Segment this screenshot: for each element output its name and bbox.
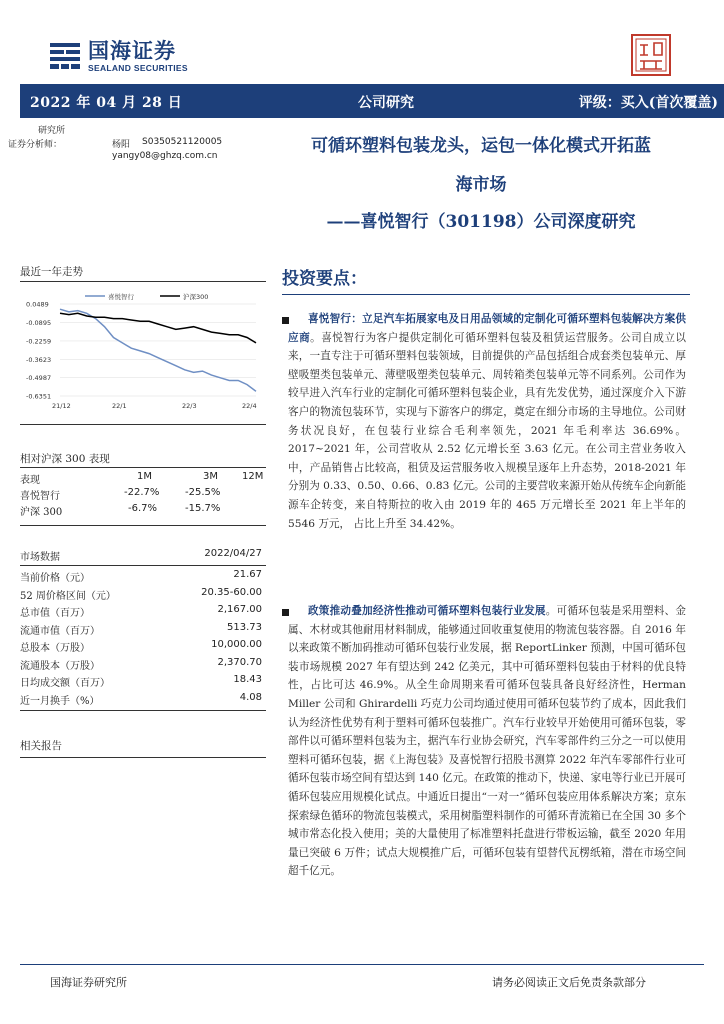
relative-table (20, 469, 266, 517)
table-row (20, 501, 266, 517)
market-rows (20, 567, 266, 707)
trend-bottom-rule (20, 424, 266, 425)
trend-label: 最近一年走势 (20, 266, 83, 278)
series-line-stock (60, 309, 256, 391)
section-heading: 投资要点： (282, 269, 367, 289)
market-row-value: 10,000.00 (211, 639, 262, 650)
market-label: 市场数据 (20, 552, 60, 563)
market-row-name: 总股本（万股） (20, 643, 90, 654)
market-row-value: 18.43 (233, 674, 262, 685)
market-row-value: 21.67 (233, 569, 262, 580)
table-row (20, 620, 266, 638)
series-line-index (60, 313, 256, 343)
paragraph-company (288, 310, 686, 533)
analyst-role: 证券分析师： (8, 140, 63, 150)
footer-left: 国海证券研究所 (50, 976, 127, 989)
market-row-value: 513.73 (227, 621, 262, 633)
report-subtitle: ——喜悦智行（301198）公司深度研究 (326, 212, 636, 232)
market-row-name: 流通股本（万股） (20, 660, 100, 672)
y-tick-label: -0.4987 (26, 374, 52, 383)
y-tick-label: -0.6351 (26, 392, 52, 401)
table-row (20, 672, 266, 690)
market-row-value: 2,167.00 (217, 604, 262, 615)
market-header-row (20, 546, 266, 562)
table-row (20, 690, 266, 708)
market-rule (20, 565, 266, 566)
table-row (20, 485, 266, 501)
footer-disclaimer: 请务必阅读正文后免责条款部分 (492, 976, 646, 989)
paragraph-policy (288, 602, 686, 881)
relative-header-3m: 3M (203, 471, 218, 482)
paragraph-company-lead: 喜悦智行：立足汽车拓展家电及日用品领域的定制化可循环塑料包装解决方案供应商 (288, 313, 686, 344)
y-tick-label: -0.2259 (26, 337, 52, 346)
paragraph-policy-text: 。可循环包装是采用塑料、金属、木材或其他耐用材料制成，能够通过回收重复使用的物流包装容器。自 2016 年以来政策不断加码推动可循环包装行业发展，据 ReportLinker 预测，中国可循环包装市场规模 2027 年有望达到 242 亿美元，其中可循环塑料包装由于材料的优良特性，占比可达 46.9%。从全生命周期来看可循环包装具备良好经济性，Herman Miller 公司和 Ghirardelli 巧克力公司均通过使用可循环包装节约了成本，因此我们认为经济性优势有利于塑料可循环包装推广。汽车行业较早开始使用可循环包装，零部件以可循环塑料包装为主，据汽车行业协会研究，汽车零部件约三分之一可以使用塑料可循环包装，据《上海包装》及喜悦智行招股书测算 2022 年汽车零部件行业可循环包装市场空间有望达到 140 亿元。在政策的推动下，快递、家电等行业已开展可循环包装应用规模化试点。中通近日提出“一对一”循环包装应用体系解决方案；京东探索绿色循环的物流包装模式，采用树脂塑料制作的可循环青流箱已在全国 30 多个城市常态化投入使用；美的大量使用了标准塑料托盘进行带板运输，截至 2020 年用量已突破 6 万件；试点大规模推广后，可循环包装有望替代瓦楞纸箱，潜在市场空间超千亿元。 (288, 605, 686, 878)
header-banner (20, 84, 724, 118)
brand-name-cn: 国海证券 (88, 38, 176, 63)
relative-row-name: 喜悦智行 (20, 491, 60, 502)
related-label: 相关报告 (20, 740, 62, 752)
report-type: 公司研究 (358, 95, 414, 111)
table-row (20, 602, 266, 620)
dept-label: 研究所 (38, 126, 66, 136)
trend-chart (20, 286, 266, 414)
brand-logo (48, 36, 208, 76)
y-tick-label: -0.3623 (26, 355, 52, 364)
market-row-value: 2,370.70 (217, 656, 262, 668)
relative-row-1m: -22.7% (124, 487, 160, 498)
market-bottom-rule (20, 710, 266, 711)
x-tick-label: 22/3 (182, 402, 197, 410)
market-table (20, 546, 266, 562)
relative-header-1m: 1M (137, 471, 152, 482)
relative-row-name: 沪深 300 (20, 507, 63, 518)
heading-rule (282, 294, 690, 295)
paragraph-company-text: 。喜悦智行为客户提供定制化可循环塑料包装及租赁运营服务。公司自成立以来，一直专注于可循环塑料包装领域，目前提供的产品包括组合成套类包装单元、厚壁吸塑类包装单元、薄壁吸塑类包装单元、周转箱类包装单元等不同系列。公司作为较早进入汽车行业的定制化可循环塑料包装企业，具有先发优势，通过深度介入下游客户的物流包装环节，实现与下游客户的绑定，奠定在细分市场的主导地位。公司财务状况良好，在包装行业综合毛利率领先，2021 年毛利率达 36.69%。2017~2021 年，公司营收从 2.52 亿元增长至 3.63 亿元。在公司主营业务收入中，产品销售占比较高，租赁及运营服务收入规模呈逐年上升态势，2018-2021 年分别为 0.33、0.50、0.66、0.83 亿元。公司的主要营收来源开始从传统车企向新能源车企转变，来自特斯拉的收入由 2019 年的 465 万元增长至 2021 年上半年的 5546 万元， 占比上升至 34.42%。 (288, 331, 687, 530)
report-title-line1: 可循环塑料包装龙头，运包一体化模式开拓蓝 (311, 136, 651, 156)
market-row-name: 流通市值（百万） (20, 625, 100, 637)
research-institute-stamp-icon (630, 33, 672, 77)
market-row-name: 近一月换手（%） (20, 695, 100, 707)
table-row (20, 567, 266, 585)
relative-row-3m: -25.5% (185, 487, 221, 498)
relative-header-row (20, 469, 266, 485)
x-tick-label: 22/1 (112, 402, 127, 410)
relative-rule (20, 467, 266, 468)
x-tick-label: 22/4 (242, 402, 257, 410)
market-row-name: 当前价格（元） (20, 573, 90, 584)
sealand-logo-icon (48, 39, 82, 73)
legend-label-index: 沪深300 (183, 293, 209, 301)
paragraph-policy-lead: 政策推动叠加经济性推动可循环塑料包装行业发展 (308, 605, 546, 617)
table-row (20, 585, 266, 603)
report-date: 2022 年 04 月 28 日 (30, 95, 183, 111)
trend-rule (20, 281, 266, 282)
analyst-email[interactable]: yangy08@ghzq.com.cn (112, 151, 218, 161)
related-rule (20, 757, 266, 758)
x-tick-label: 21/12 (52, 402, 71, 410)
market-row-value: 20.35-60.00 (201, 586, 262, 598)
footer-rule (20, 964, 704, 965)
y-tick-label: -0.0895 (26, 319, 52, 328)
relative-header-name: 表现 (20, 475, 40, 486)
relative-bottom-rule (20, 525, 266, 526)
analyst-name: 杨阳 (112, 140, 131, 150)
market-date: 2022/04/27 (204, 548, 262, 559)
market-row-name: 日均成交额（百万） (20, 678, 110, 689)
report-rating: 评级：买入(首次覆盖) (578, 95, 718, 111)
relative-header-12m: 12M (242, 471, 264, 482)
analyst-license: S0350521120005 (142, 137, 223, 147)
relative-row-1m: -6.7% (128, 503, 158, 514)
table-row (20, 655, 266, 673)
report-title-line2: 海市场 (455, 175, 507, 195)
legend-label-stock: 喜悦智行 (108, 293, 134, 301)
market-row-name: 总市值（百万） (20, 608, 90, 619)
market-row-name: 52 周价格区间（元） (20, 590, 116, 602)
table-row (20, 637, 266, 655)
market-row-value: 4.08 (239, 691, 262, 703)
relative-label: 相对沪深 300 表现 (20, 453, 110, 465)
brand-name-en: SEALAND SECURITIES (88, 62, 188, 73)
relative-row-3m: -15.7% (185, 503, 221, 514)
y-tick-label: 0.0489 (26, 300, 49, 309)
